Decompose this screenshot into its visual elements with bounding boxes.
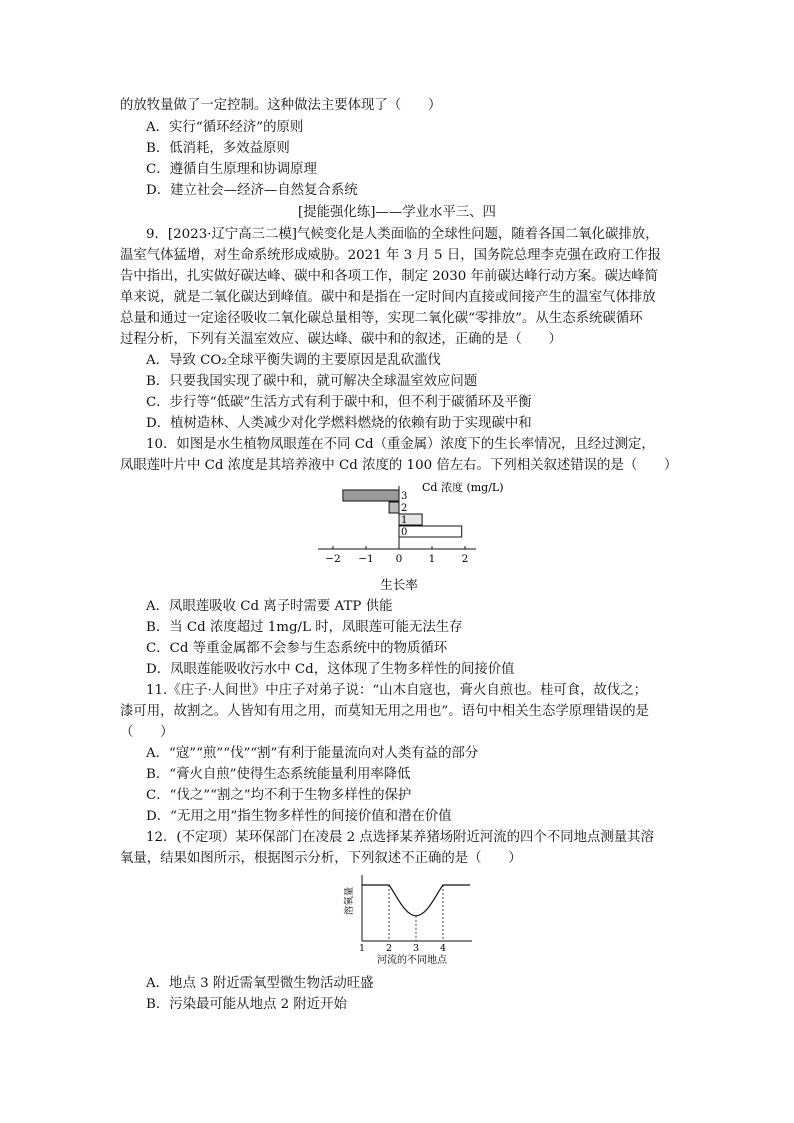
bar-label-1: 1 <box>401 515 408 526</box>
chart1-title: Cd 浓度 (mg/L) <box>422 481 504 494</box>
q8-stem-end: 的放牧量做了一定控制。这种做法主要体现了（ ） <box>120 98 442 113</box>
q11-stem-line-3: （ ） <box>120 725 174 740</box>
q9-stem-line-3: 告中指出，扎实做好碳达峰、碳中和各项工作，制定 2030 年前碳达峰行动方案。碳达峰简 <box>120 269 659 284</box>
q11-option-a: A．“寇”“煎”“伐”“割”有利于能量流向对人类有益的部分 <box>146 746 479 761</box>
q8-option-d: D．建立社会—经济—自然复合系统 <box>146 183 358 198</box>
section-heading: [提能强化练]——学业水平三、四 <box>298 205 496 220</box>
chart2-xlabel: 河流的不同地点 <box>377 955 447 966</box>
x-tick-label: 0 <box>395 553 403 565</box>
q8-option-b: B．低消耗，多效益原则 <box>146 141 290 156</box>
x-tick-label: 2 <box>461 553 469 565</box>
x-tick-label-3: 3 <box>412 943 420 954</box>
chart2-ylabel: 溶氧量 <box>344 886 355 916</box>
q8-option-a: A．实行“循环经济”的原则 <box>146 120 304 135</box>
q10-stem-line-2: 凤眼莲叶片中 Cd 浓度是其培养液中 Cd 浓度的 100 倍左右。下列相关叙述错误的是（ ） <box>120 458 678 473</box>
bar-cd-0 <box>399 526 462 537</box>
oxygen-curve <box>362 885 470 916</box>
q9-option-a: A．导致 CO₂全球平衡失调的主要原因是乱砍滥伐 <box>146 353 441 368</box>
x-tick-label: −2 <box>325 553 341 565</box>
q8-option-c: C．遵循自生原理和协调原理 <box>146 162 317 177</box>
q12-option-a: A．地点 3 附近需氧型微生物活动旺盛 <box>146 976 374 991</box>
q10-option-d: D．凤眼莲能吸收污水中 Cd，这体现了生物多样性的间接价值 <box>146 662 515 677</box>
q11-option-d: D．“无用之用”指生物多样性的间接价值和潜在价值 <box>146 809 452 824</box>
bar-cd-2 <box>389 502 399 513</box>
bar-label-3: 3 <box>401 491 408 502</box>
q10-option-a: A．凤眼莲吸收 Cd 离子时需要 ATP 供能 <box>146 599 393 614</box>
q9-option-d: D．植树造林、人类减少对化学燃料燃烧的依赖有助于实现碳中和 <box>146 416 532 431</box>
q11-option-c: C．“伐之”“割之”均不利于生物多样性的保护 <box>146 788 412 803</box>
q10-option-c: C．Cd 等重金属都不会参与生态系统中的物质循环 <box>146 641 448 656</box>
q9-option-c: C．步行等“低碳”生活方式有利于碳中和，但不利于碳循环及平衡 <box>146 395 532 410</box>
x-tick-label: 1 <box>428 553 436 565</box>
q12-stem-line-1: 12．(不定项）某环保部门在凌晨 2 点选择某养猪场附近河流的四个不同地点测量其溶 <box>146 830 654 845</box>
q10-option-b: B．当 Cd 浓度超过 1mg/L 时，凤眼莲可能无法生存 <box>146 620 463 635</box>
q9-stem-line-1: 9．[2023·辽宁高三二模]气候变化是人类面临的全球性问题，随着各国二氧化碳排放， <box>146 227 659 242</box>
q9-stem-line-6: 过程分析，下列有关温室效应、碳达峰、碳中和的叙述，正确的是（ ） <box>120 332 562 347</box>
x-tick-label-2: 2 <box>385 943 393 954</box>
x-tick-label-1: 1 <box>358 943 366 954</box>
x-tick-label-4: 4 <box>439 943 447 954</box>
q11-stem-line-1: 11.《庄子·人间世》中庄子对弟子说：“山木自寇也，膏火自煎也。桂可食，故伐之； <box>146 683 648 698</box>
q9-option-b: B．只要我国实现了碳中和，就可解决全球温室效应问题 <box>146 374 478 389</box>
q9-stem-line-4: 单来说，就是二氧化碳达到峰值。碳中和是指在一定时间内直接或间接产生的温室气体排放 <box>120 290 656 305</box>
x-tick-label: −1 <box>358 553 374 565</box>
q11-option-b: B．“膏火自煎”使得生态系统能量利用率降低 <box>146 767 411 782</box>
q12-option-b: B．污染最可能从地点 2 附近开始 <box>146 997 347 1012</box>
q9-stem-line-2: 温室气体猛增，对生命系统形成威胁。2021 年 3 月 5 日，国务院总理李克强在政府工作报 <box>120 248 662 263</box>
chart1-xlabel: 生长率 <box>380 577 418 592</box>
q11-stem-line-2: 漆可用，故割之。人皆知有用之用，而莫知无用之用也”。语句中相关生态学原理错误的是 <box>120 704 650 719</box>
bar-label-2: 2 <box>401 503 408 514</box>
q12-stem-line-2: 氧量，结果如图所示，根据图示分析，下列叙述不正确的是（ ） <box>120 851 522 866</box>
dissolved-oxygen-chart <box>336 869 476 969</box>
q10-stem-line-1: 10．如图是水生植物凤眼莲在不同 Cd（重金属）浓度下的生长率情况，且经过测定， <box>146 437 655 452</box>
cd-growth-chart <box>300 476 520 592</box>
q9-stem-line-5: 总量和通过一定途径吸收二氧化碳总量相等，实现二氧化碳“零排放”。从生态系统碳循环 <box>120 311 643 326</box>
bar-label-0: 0 <box>401 527 408 538</box>
bar-cd-3 <box>343 490 399 501</box>
